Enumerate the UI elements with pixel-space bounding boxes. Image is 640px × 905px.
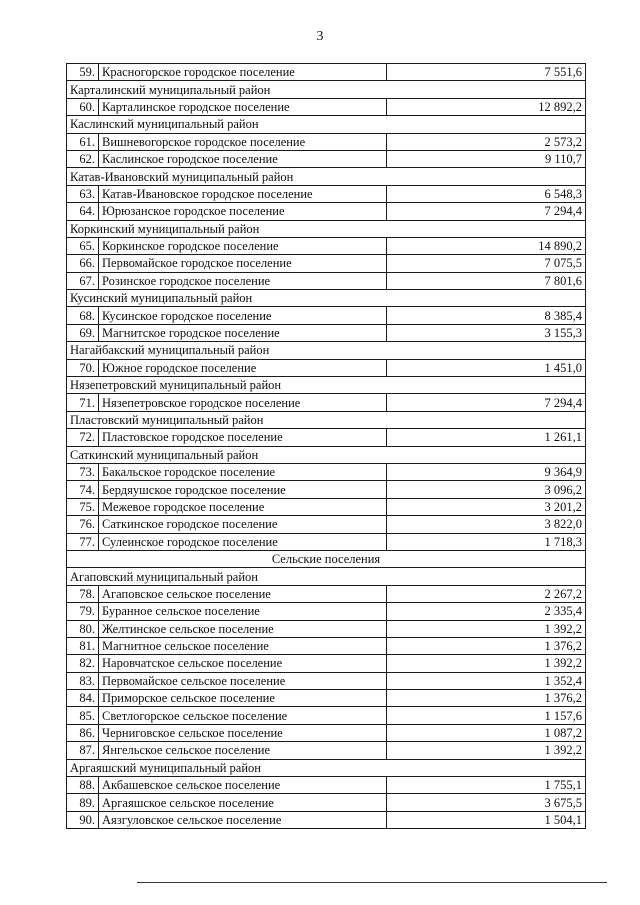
table-row: [67, 324, 586, 341]
row-number: 82.: [67, 655, 99, 672]
section-row: [67, 116, 586, 133]
settlement-value: 1 755,1: [387, 777, 586, 794]
subtitle-row: [67, 550, 586, 567]
settlement-name: Буранное сельское поселение: [99, 603, 387, 620]
section-row: [67, 411, 586, 428]
row-number: 75.: [67, 498, 99, 515]
settlement-name: Южное городское поселение: [99, 359, 387, 376]
table-row: [67, 690, 586, 707]
settlement-name: Коркинское городское поселение: [99, 237, 387, 254]
row-number: 85.: [67, 707, 99, 724]
section-row: [67, 220, 586, 237]
table-row: [67, 516, 586, 533]
section-row: [67, 342, 586, 359]
table-row: [67, 655, 586, 672]
settlement-value: 9 364,9: [387, 463, 586, 480]
data-table: [66, 63, 586, 829]
settlement-value: 8 385,4: [387, 307, 586, 324]
settlement-value: 1 392,2: [387, 655, 586, 672]
settlement-value: 3 201,2: [387, 498, 586, 515]
row-number: 88.: [67, 777, 99, 794]
settlement-value: 2 573,2: [387, 133, 586, 150]
settlement-name: Юрюзанское городское поселение: [99, 203, 387, 220]
district-label: Саткинский муниципальный район: [67, 446, 586, 463]
settlement-value: 6 548,3: [387, 185, 586, 202]
settlement-name: Бердяушское городское поселение: [99, 481, 387, 498]
table-row: [67, 498, 586, 515]
settlement-value: 1 087,2: [387, 724, 586, 741]
table-row: [67, 620, 586, 637]
settlement-value: 2 267,2: [387, 585, 586, 602]
row-number: 79.: [67, 603, 99, 620]
settlement-name: Розинское городское поселение: [99, 272, 387, 289]
table-row: [67, 533, 586, 550]
row-number: 70.: [67, 359, 99, 376]
table-row: [67, 64, 586, 81]
row-number: 86.: [67, 724, 99, 741]
settlement-name: Саткинское городское поселение: [99, 516, 387, 533]
row-number: 65.: [67, 237, 99, 254]
settlement-name: Аязгуловское сельское поселение: [99, 811, 387, 828]
settlement-name: Катав-Ивановское городское поселение: [99, 185, 387, 202]
settlement-name: Первомайское городское поселение: [99, 255, 387, 272]
settlement-name: Приморское сельское поселение: [99, 690, 387, 707]
row-number: 71.: [67, 394, 99, 411]
table-row: [67, 394, 586, 411]
row-number: 90.: [67, 811, 99, 828]
settlement-name: Аргаяшское сельское поселение: [99, 794, 387, 811]
settlement-name: Магнитное сельское поселение: [99, 637, 387, 654]
table-row: [67, 707, 586, 724]
row-number: 89.: [67, 794, 99, 811]
table-row: [67, 672, 586, 689]
row-number: 83.: [67, 672, 99, 689]
settlement-value: 9 110,7: [387, 150, 586, 167]
section-row: [67, 568, 586, 585]
settlement-name: Янгельское сельское поселение: [99, 742, 387, 759]
table-row: [67, 429, 586, 446]
row-number: 64.: [67, 203, 99, 220]
settlement-name: Нязепетровское городское поселение: [99, 394, 387, 411]
table-row: [67, 272, 586, 289]
settlement-value: 1 392,2: [387, 742, 586, 759]
row-number: 73.: [67, 463, 99, 480]
settlement-name: Пластовское городское поселение: [99, 429, 387, 446]
subtitle-label: Сельские поселения: [67, 550, 586, 567]
table-row: [67, 585, 586, 602]
row-number: 69.: [67, 324, 99, 341]
row-number: 66.: [67, 255, 99, 272]
section-row: [67, 759, 586, 776]
settlement-value: 3 822,0: [387, 516, 586, 533]
settlement-value: 7 294,4: [387, 203, 586, 220]
settlement-value: 3 155,3: [387, 324, 586, 341]
table-row: [67, 811, 586, 828]
row-number: 76.: [67, 516, 99, 533]
district-label: Нязепетровский муниципальный район: [67, 377, 586, 394]
settlement-name: Первомайское сельское поселение: [99, 672, 387, 689]
settlement-name: Желтинское сельское поселение: [99, 620, 387, 637]
settlement-name: Светлогорское сельское поселение: [99, 707, 387, 724]
section-row: [67, 290, 586, 307]
settlement-value: 1 451,0: [387, 359, 586, 376]
settlement-name: Бакальское городское поселение: [99, 463, 387, 480]
settlement-value: 1 392,2: [387, 620, 586, 637]
section-row: [67, 446, 586, 463]
settlement-name: Акбашевское сельское поселение: [99, 777, 387, 794]
settlement-name: Сулеинское городское поселение: [99, 533, 387, 550]
settlement-value: 7 294,4: [387, 394, 586, 411]
settlement-value: 1 352,4: [387, 672, 586, 689]
row-number: 68.: [67, 307, 99, 324]
row-number: 63.: [67, 185, 99, 202]
district-label: Карталинский муниципальный район: [67, 81, 586, 98]
row-number: 61.: [67, 133, 99, 150]
table-row: [67, 133, 586, 150]
section-row: [67, 168, 586, 185]
settlement-value: 1 376,2: [387, 690, 586, 707]
table-body: [67, 64, 586, 829]
table-row: [67, 463, 586, 480]
table-row: [67, 603, 586, 620]
table-row: [67, 98, 586, 115]
row-number: 84.: [67, 690, 99, 707]
settlement-name: Межевое городское поселение: [99, 498, 387, 515]
table-row: [67, 481, 586, 498]
district-label: Пластовский муниципальный район: [67, 411, 586, 428]
table-row: [67, 150, 586, 167]
section-row: [67, 377, 586, 394]
settlement-name: Агаповское сельское поселение: [99, 585, 387, 602]
table-row: [67, 203, 586, 220]
settlement-value: 7 801,6: [387, 272, 586, 289]
row-number: 60.: [67, 98, 99, 115]
settlement-value: 1 261,1: [387, 429, 586, 446]
settlement-value: 2 335,4: [387, 603, 586, 620]
row-number: 80.: [67, 620, 99, 637]
page-number: 3: [316, 29, 324, 44]
district-label: Аргаяшский муниципальный район: [67, 759, 586, 776]
settlement-name: Магнитское городское поселение: [99, 324, 387, 341]
settlement-value: 3 675,5: [387, 794, 586, 811]
settlement-value: 7 551,6: [387, 64, 586, 81]
settlement-name: Черниговское сельское поселение: [99, 724, 387, 741]
settlement-name: Красногорское городское поселение: [99, 64, 387, 81]
row-number: 78.: [67, 585, 99, 602]
table-row: [67, 794, 586, 811]
row-number: 62.: [67, 150, 99, 167]
table-row: [67, 359, 586, 376]
district-label: Агаповский муниципальный район: [67, 568, 586, 585]
settlement-name: Кусинское городское поселение: [99, 307, 387, 324]
district-label: Кусинский муниципальный район: [67, 290, 586, 307]
row-number: 74.: [67, 481, 99, 498]
settlement-value: 3 096,2: [387, 481, 586, 498]
settlement-value: 1 504,1: [387, 811, 586, 828]
section-row: [67, 81, 586, 98]
settlement-name: Вишневогорское городское поселение: [99, 133, 387, 150]
row-number: 81.: [67, 637, 99, 654]
table-row: [67, 237, 586, 254]
footer-rule: [137, 882, 607, 883]
table-row: [67, 724, 586, 741]
table-row: [67, 777, 586, 794]
district-label: Коркинский муниципальный район: [67, 220, 586, 237]
district-label: Катав-Ивановский муниципальный район: [67, 168, 586, 185]
table-row: [67, 307, 586, 324]
row-number: 77.: [67, 533, 99, 550]
row-number: 59.: [67, 64, 99, 81]
settlement-name: Каслинское городское поселение: [99, 150, 387, 167]
table-row: [67, 637, 586, 654]
table-row: [67, 185, 586, 202]
settlement-value: 1 376,2: [387, 637, 586, 654]
table-row: [67, 255, 586, 272]
settlement-name: Карталинское городское поселение: [99, 98, 387, 115]
district-label: Нагайбакский муниципальный район: [67, 342, 586, 359]
district-label: Каслинский муниципальный район: [67, 116, 586, 133]
settlement-value: 7 075,5: [387, 255, 586, 272]
settlement-value: 14 890,2: [387, 237, 586, 254]
row-number: 87.: [67, 742, 99, 759]
row-number: 72.: [67, 429, 99, 446]
settlement-value: 1 718,3: [387, 533, 586, 550]
row-number: 67.: [67, 272, 99, 289]
settlement-value: 12 892,2: [387, 98, 586, 115]
settlement-name: Наровчатское сельское поселение: [99, 655, 387, 672]
table-row: [67, 742, 586, 759]
settlement-value: 1 157,6: [387, 707, 586, 724]
